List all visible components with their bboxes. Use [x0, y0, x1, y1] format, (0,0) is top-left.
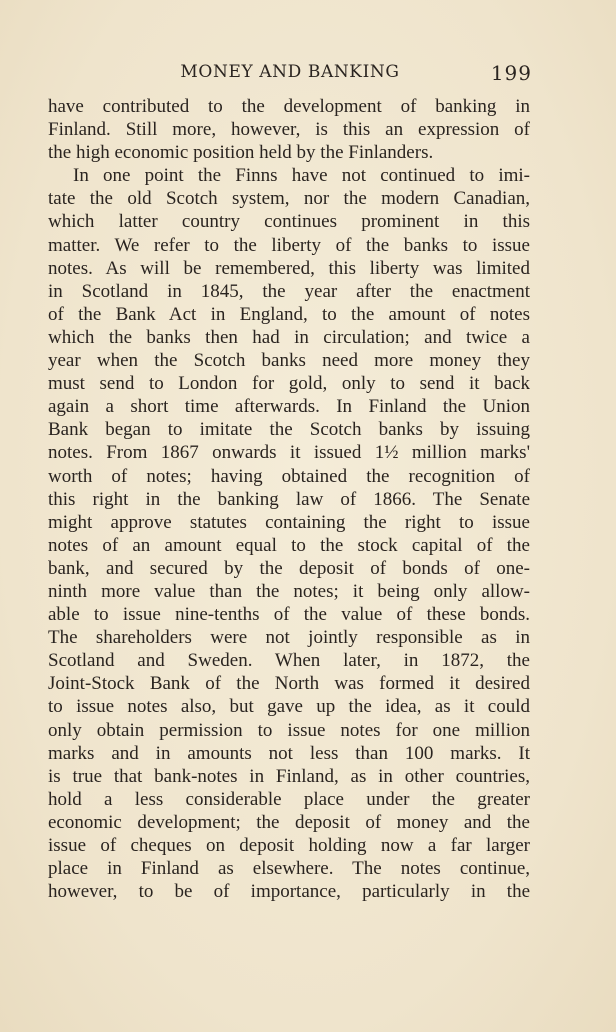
text-line: issue of cheques on deposit holding now a far larger: [48, 835, 530, 856]
text-line: able to issue nine-tenths of the value of these bonds.: [48, 604, 530, 626]
running-head: [48, 56, 532, 88]
text-line: this right in the banking law of 1866. The Senate: [48, 488, 530, 510]
text-line: of the Bank Act in England, to the amount of notes: [48, 303, 530, 325]
text-line: might approve statutes containing the right to issue: [48, 511, 530, 533]
text-line: which the banks then had in circulation; and twice a: [48, 326, 530, 348]
text-line: in Scotland in 1845, the year after the enactment: [48, 280, 530, 302]
text-line: worth of notes; having obtained the recognition of: [48, 465, 530, 487]
text-line: must send to London for gold, only to send it back: [48, 373, 530, 395]
text-line: to issue notes also, but gave up the idea, as it could: [48, 696, 530, 718]
text-line: matter. We refer to the liberty of the banks to issue: [48, 234, 530, 256]
text-line: again a short time afterwards. In Finland the Union: [48, 396, 530, 418]
text-line: notes. As will be remembered, this liberty was limited: [48, 257, 530, 279]
text-line: is true that bank-notes in Finland, as in other countries,: [48, 765, 530, 787]
text-line: bank, and secured by the deposit of bonds of one-: [48, 557, 530, 579]
text-line: ninth more value than the notes; it being only allow-: [48, 580, 530, 602]
text-line: notes. From 1867 onwards it issued 1½ million marks': [48, 442, 530, 464]
text-line: the high economic position held by the Finlanders.: [48, 142, 434, 164]
body-text: [48, 95, 530, 903]
text-line: Finland. Still more, however, is this an expression of: [48, 119, 530, 141]
text-line: which latter country continues prominent in this: [48, 211, 530, 233]
text-line: Joint-Stock Bank of the North was formed it desired: [48, 673, 530, 695]
text-line: In one point the Finns have not continued to imi-: [73, 165, 530, 187]
text-line: notes of an amount equal to the stock capital of the: [48, 534, 530, 556]
text-line: hold a less considerable place under the greater: [48, 788, 530, 810]
text-line: economic development; the deposit of money and the: [48, 811, 530, 833]
text-line: tate the old Scotch system, nor the modern Canadian,: [48, 188, 530, 210]
running-title: MONEY AND BANKING: [180, 62, 400, 82]
text-line: have contributed to the development of banking in: [48, 96, 530, 117]
text-line: place in Finland as elsewhere. The notes continue,: [48, 858, 530, 880]
text-line: however, to be of importance, particularly in the: [48, 881, 530, 903]
page-number: 199: [490, 61, 532, 85]
text-line: only obtain permission to issue notes for one million: [48, 719, 530, 741]
text-line: The shareholders were not jointly responsible as in: [48, 627, 530, 649]
text-line: marks and in amounts not less than 100 marks. It: [48, 742, 530, 764]
text-line: Scotland and Sweden. When later, in 1872, the: [48, 650, 530, 672]
text-line: year when the Scotch banks need more money they: [48, 350, 530, 372]
text-line: Bank began to imitate the Scotch banks by issuing: [48, 419, 530, 441]
